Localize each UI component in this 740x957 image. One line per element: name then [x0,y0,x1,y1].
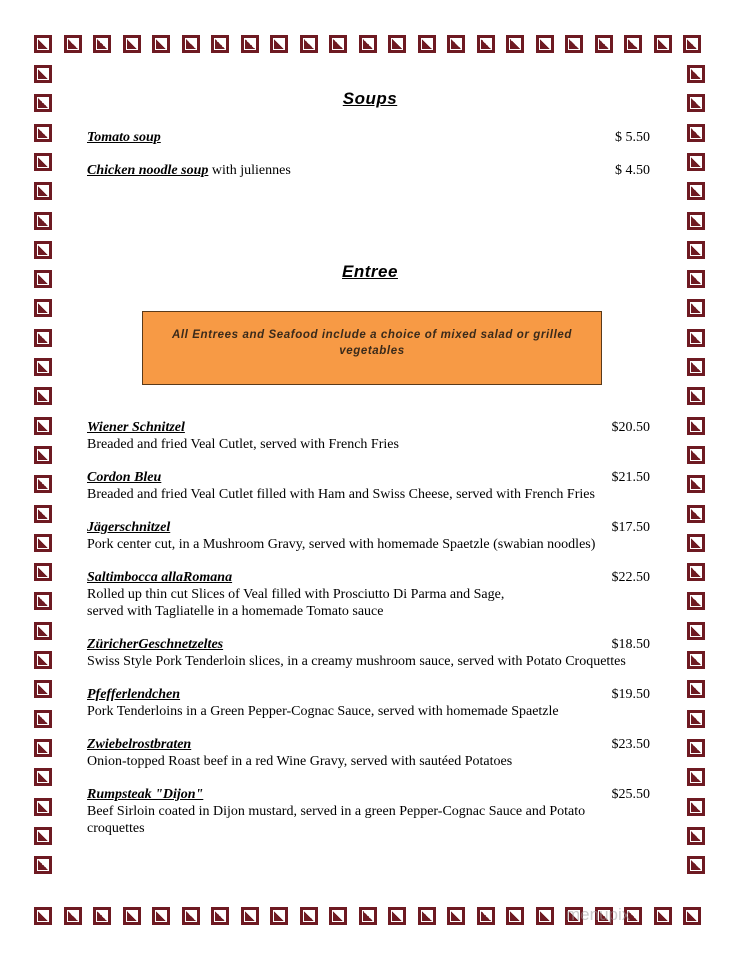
border-tile [624,35,642,53]
border-tile [687,534,705,552]
item-suffix: with juliennes [208,163,291,178]
item-name: Pfefferlendchen [87,687,181,702]
border-tile [152,35,170,53]
border-tile [536,907,554,925]
item-name: Wiener Schnitzel [87,420,185,435]
border-tile [654,35,672,53]
border-tile [687,622,705,640]
border-tile [34,827,52,845]
border-tile [300,907,318,925]
menu-item-jagerschnitzel [87,519,652,553]
border-tile [687,739,705,757]
border-tile [687,124,705,142]
border-tile [34,241,52,259]
border-tile [687,299,705,317]
item-name: Saltimbocca allaRomana [87,570,233,585]
item-price: $19.50 [611,687,650,702]
border-tile [418,35,436,53]
item-price: $ 4.50 [615,163,650,178]
border-tile [687,563,705,581]
item-name: Chicken noodle soup [87,163,209,178]
border-tile [34,329,52,347]
border-tile [34,798,52,816]
border-tile [34,124,52,142]
border-tile [34,475,52,493]
menu-item-zuricher-geschnetzeltes [87,636,652,670]
border-tile [93,35,111,53]
border-tile [687,798,705,816]
border-tile [34,387,52,405]
border-tile [34,622,52,640]
border-tile [687,65,705,83]
border-tile [687,475,705,493]
border-tile [182,35,200,53]
border-tile [34,563,52,581]
item-description: Pork Tenderloins in a Green Pepper-Cognac Sauce, served with homemade Spaetzle [87,704,559,719]
item-name: Zwiebelrostbraten [87,737,192,752]
border-tile [687,505,705,523]
item-price: $25.50 [611,787,650,802]
item-name: Rumpsteak "Dijon" [87,787,204,802]
border-tile [359,907,377,925]
border-tile [536,35,554,53]
border-tile [595,35,613,53]
border-tile [654,907,672,925]
border-tile [687,329,705,347]
entree-notice-box [142,311,602,385]
border-tile [506,907,524,925]
border-tile [152,907,170,925]
border-tile [359,35,377,53]
border-tile [241,907,259,925]
border-tile [687,153,705,171]
border-tile [34,534,52,552]
item-price: $21.50 [611,470,650,485]
border-tile [687,241,705,259]
border-tile [211,35,229,53]
border-tile [123,35,141,53]
border-tile [34,651,52,669]
border-tile [388,907,406,925]
border-tile [447,35,465,53]
border-tile [687,182,705,200]
menu-item-zwiebelrostbraten [87,736,652,770]
item-description: Beef Sirloin coated in Dijon mustard, served in a green Pepper-Cognac Sauce and Potato croquettes [87,804,586,836]
border-tile [687,592,705,610]
border-tile [565,35,583,53]
border-tile [329,35,347,53]
item-price: $23.50 [611,737,650,752]
item-description: Pork center cut, in a Mushroom Gravy, served with homemade Spaetzle (swabian noodles) [87,537,596,552]
border-tile [34,358,52,376]
border-tile [34,182,52,200]
border-tile [687,387,705,405]
border-tile [123,907,141,925]
border-tile [64,35,82,53]
border-tile [683,35,701,53]
border-tile [300,35,318,53]
border-tile [34,417,52,435]
item-price: $17.50 [611,520,650,535]
border-tile [34,680,52,698]
border-tile [34,907,52,925]
border-tile [687,651,705,669]
border-tile [182,907,200,925]
item-description: Breaded and fried Veal Cutlet filled with Ham and Swiss Cheese, served with French Fries [87,487,595,502]
border-tile [270,907,288,925]
item-description: Breaded and fried Veal Cutlet, served with French Fries [87,437,399,452]
border-tile [34,505,52,523]
border-tile [388,35,406,53]
border-tile [34,768,52,786]
border-tile [34,35,52,53]
border-tile [34,856,52,874]
item-name: ZüricherGeschnetzeltes [87,637,224,652]
menu-item-rumpsteak-dijon [87,786,652,837]
border-tile [687,768,705,786]
menu-item-pfefferlendchen [87,686,652,720]
item-name: Jägerschnitzel [87,520,171,535]
menu-item-wiener-schnitzel [87,419,652,453]
border-tile [34,446,52,464]
entree-notice-text: All Entrees and Seafood include a choice of mixed salad or grilled vegetables [171,329,573,357]
menu-item-cordon-bleu [87,469,652,503]
border-tile [506,35,524,53]
border-tile [687,358,705,376]
border-tile [687,827,705,845]
border-tile [93,907,111,925]
border-tile [34,65,52,83]
entree-heading: Entree [342,262,398,281]
border-tile [687,710,705,728]
border-tile [329,907,347,925]
border-tile [687,212,705,230]
border-tile [34,592,52,610]
menu-item-saltimbocca [87,569,652,620]
border-tile [418,907,436,925]
soups-heading: Soups [342,89,398,108]
border-tile [687,856,705,874]
item-price: $18.50 [611,637,650,652]
item-price: $20.50 [611,420,650,435]
item-name: Tomato soup [87,130,161,145]
border-tile [683,907,701,925]
border-tile [34,739,52,757]
watermark: menupix [566,905,631,924]
border-tile [34,153,52,171]
border-tile [477,35,495,53]
border-tile [241,35,259,53]
border-tile [64,907,82,925]
border-tile [687,417,705,435]
item-description: Onion-topped Roast beef in a red Wine Gravy, served with sautéed Potatoes [87,754,513,769]
item-description: Swiss Style Pork Tenderloin slices, in a creamy mushroom sauce, served with Potato Croquettes [87,654,626,669]
border-tile [477,907,495,925]
border-tile [34,212,52,230]
menu-item-chicken-noodle-soup [87,162,652,179]
border-tile [447,907,465,925]
item-price: $22.50 [611,570,650,585]
border-tile [211,907,229,925]
border-tile [34,299,52,317]
item-description: Rolled up thin cut Slices of Veal filled with Prosciutto Di Parma and Sage, served with Tagliatelle in a homemade Tomato sauce [87,587,505,619]
border-tile [687,446,705,464]
menu-item-tomato-soup [87,129,652,146]
border-tile [270,35,288,53]
border-tile [687,680,705,698]
item-price: $ 5.50 [615,130,650,145]
item-name: Cordon Bleu [87,470,162,485]
border-tile [34,710,52,728]
